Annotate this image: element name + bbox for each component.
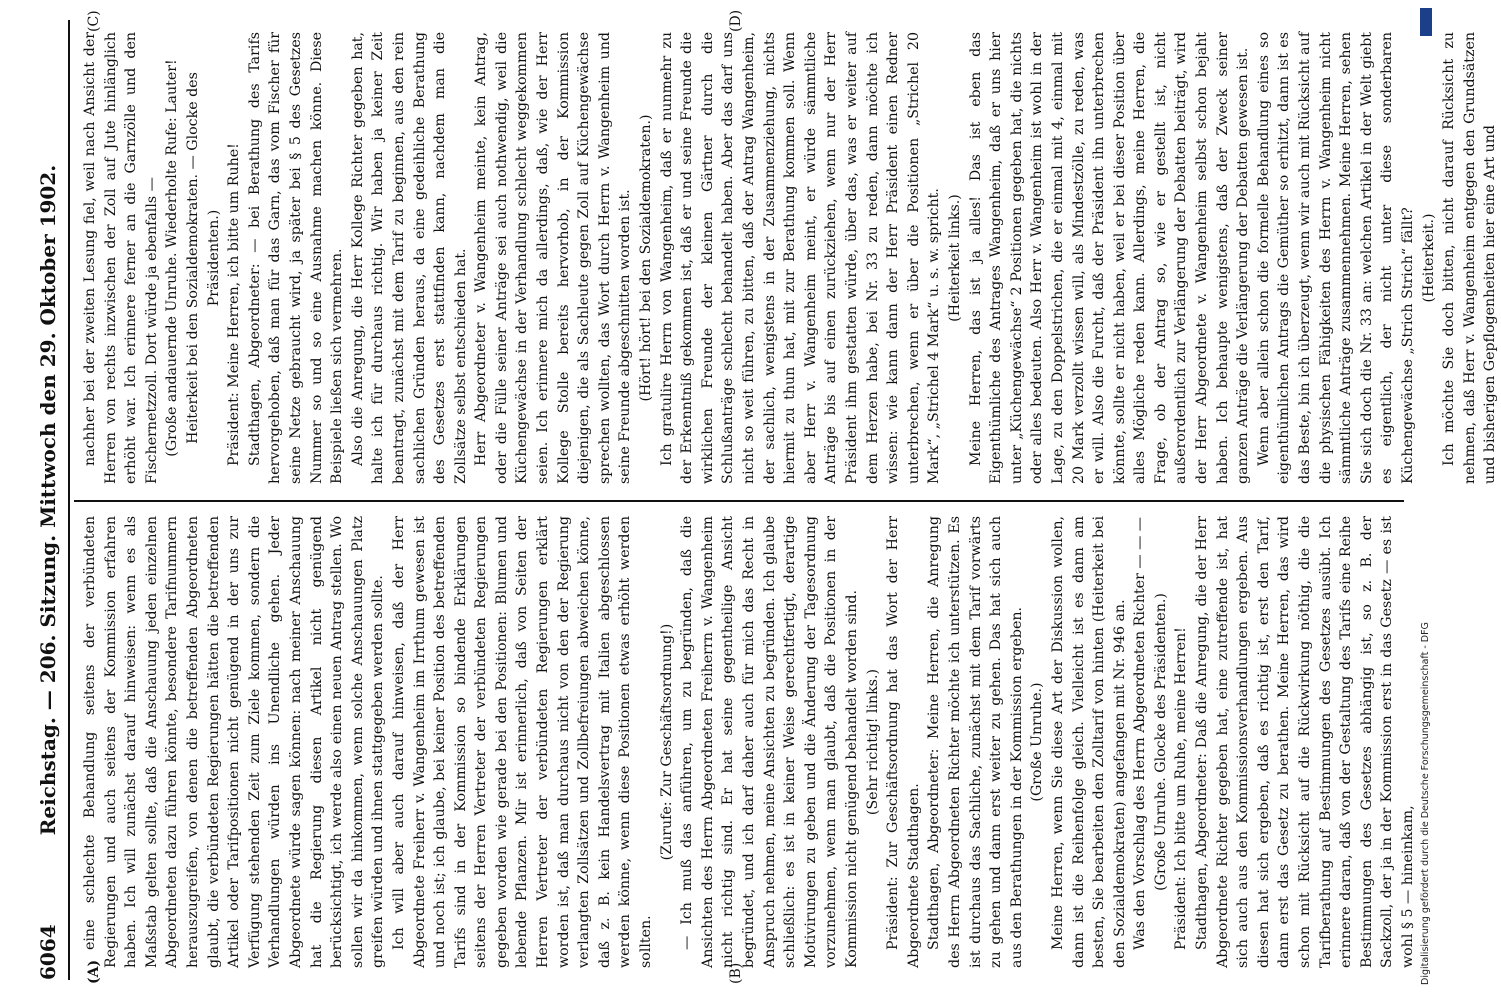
left-column xyxy=(80,516,1416,968)
paragraph: Ich möchte Sie doch bitten, nicht darauf Rücksicht zu nehmen, daß Herr v. Wangenheim entgegen den Grundsätzen und bisherigen Gepflogenheiten hier eine Art und xyxy=(1441,32,1499,484)
paragraph: Präsident: Meine Herren, ich bitte um Ruhe! xyxy=(226,143,243,466)
header-rule xyxy=(68,20,70,980)
page-header xyxy=(28,20,68,980)
paragraph: Meine Herren, das ist ja alles! Das ist eben das Eigenthümliche des Antrages Wangenheim, daß er uns hier unter „Küchengewächse“ 2 Positionen gegeben hat, die nichts oder alles bedeuten. Also Herr v. Wangenheim ist wohl in der Lage, zu den Doppelstrichen, die er einmal mit 4, einmal mit 20 Mark verzollt wissen will, als Mindestzölle, zu reden, was er will. Also die Furcht, daß der Präsident ihn unterbrechen könnte, sollte er nicht haben, weil er bei dieser Position über alles Mögliche reden kann. Allerdings, meine Herren, die Frage, ob der Antrag so, wie er gestellt ist, nicht außerordentlich zur Verlängerung der Debatten beiträgt, wird der Herr Abgeordnete v. Wangenheim selbst schon bejaht haben. Ich behaupte wenigstens, daß der Zweck seiner ganzen Anträge die Verlängerung der Debatten gewesen ist. xyxy=(967,32,1252,484)
paragraph: eine schlechte Behandlung seitens der verbündeten Regierungen und auch seitens der Kommission erfahren haben. Ich will zunächst darauf hinweisen: wenn es als Maßstab gelten sollte, daß die Anschauung jeden einzelnen Abgeordneten dazu führen könnte, besondere Tarifnummern herauszugreifen, von denen die betreffenden Abgeordneten glaubt, die verbündeten Regierungen hätten die betreffenden Artikel oder Tarifpositionen nicht genügend in der uns zur Verfügung stehenden Zeit zum Ziele kommen, sondern die Verhandlungen würden ins Unendliche gehen. Jeder Abgeordnete würde sagen können: nach meiner Anschauung hat die Regierung diesen Artikel nicht genügend berücksichtigt, ich werde also einen neuen Antrag stellen. Wo sollen wir da hinkommen, wenn solche Anschauungen Platz greifen würden und ihnen stattgegeben werden sollte. xyxy=(82,516,387,968)
paragraph: Ich gratulire Herrn von Wangenheim, daß er nunmehr zu der Erkenntniß gekommen ist, daß er und seine Freunde die wirklichen Freunde der kleinen Gärtner durch die Schlußanträge schlecht behandelt haben. Aber das darf uns nicht so weit führen, zu bitten, daß der Antrag Wangenheim, der sachlich, wenigstens in der Zusammenziehung, nichts hiermit zu thun hat, mit zur Berathung kommen soll. Wenn aber Herr v. Wangenheim meint, er würde sämmtliche Anträge bis auf einen zurückziehen, wenn nur der Herr Präsident ihm gestatten würde, über das, was er weiter auf dem Herzen habe, bei Nr. 33 zu reden, dann möchte ich wissen: wie kann dann der Herr Präsident einen Redner unterbrechen, wenn er über die Positionen „Strichel 20 Mark“, „Strichel 4 Mark“ u. s. w. spricht. xyxy=(658,32,943,484)
paragraph: Präsident: Zur Geschäftsordnung hat das Wort der Herr Abgeordnete Stadthagen. xyxy=(885,516,922,968)
paragraph: Ich will aber auch darauf hinweisen, daß der Herr Abgeordnete Freiherr v. Wangenheim im Irrthum gewesen ist und noch ist; ich glaube, bei keiner Position des betreffenden Tarifs sind in der Kommission so bindende Erklärungen seitens der Herren Vertreter der verbündeten Regierungen gegeben worden wie gerade bei den Positionen: Blumen und lebende Pflanzen. Mir ist erinnerlich, daß von Seiten der Herren Vertreter der verbündeten Regierungen erklärt worden ist, daß man durchaus nicht von den der Regierung verlangten Zollsätzen und Zollbefreiungen abweichen könne, daß z. B. kein Handelsvertrag mit Italien abgeschlossen werden könne, wenn diese Positionen etwas erhöht werden sollten. xyxy=(390,516,655,968)
paragraph: Meine Herren, wenn Sie diese Art der Diskussion wollen, dann ist die Reihenfolge gleich. Vielleicht ist es dann am besten, Sie bearbeiten den Zolltarif von hinten (Heiterkeit bei den Sozialdemokraten) angefangen mit Nr. 946 an. xyxy=(1049,516,1128,968)
paragraph: Präsident: Ich bitte um Ruhe, meine Herren! xyxy=(1173,627,1190,950)
right-column xyxy=(80,32,1499,484)
paragraph: Stadthagen, Abgeordneter: Daß die Anregung, die der Herr Abgeordnete Richter gegeben hat, eine zutreffende ist, hat sich auch aus den Kommissionsverhandlungen ergeben. Aus diesen hat sich ergeben, daß es richtig ist, erst den Tarif, dann erst das Gesetz zu berathen. Meine Herren, das wird schon mit Rücksicht auf die Rückwirkung nöthig, die die Tarifberathung auf Bestimmungen des Gesetzes ausübt. Ich erinnere daran, daß von der Gestaltung des Tarifs eine Reihe Bestimmungen des Gesetzes abhängig ist, so z. B. der Sackzoll, der ja in der Kommission erst in das Gesetz — es ist wohl § 5 — hineinkam, xyxy=(1194,516,1416,968)
digitization-credit: Digitalisierung gefördert durch die Deutsche Forschungsgemeinschaft - DFG xyxy=(1420,622,1431,985)
page-title: Reichstag. — 206. Sitzung. Mittwoch den 29. Oktober 1902. xyxy=(36,164,60,836)
paragraph: Herr Abgeordneter v. Wangenheim meinte, kein Antrag, oder die Fülle seiner Anträge sei auch nothwendig, weil die Küchengewächse in der Verhandlung schlecht weggekommen seien. Ich erinnere mich da allerdings, daß, wie der Herr Kollege Stolle bereits hervorhob, in der Kommission diejenigen, die als Sachleute gegen Zoll auf Küchengewächse sprechen wollten, das Wort durch Herrn v. Wangenheim und seine Freunde abgeschnitten worden ist. xyxy=(473,32,634,484)
column-divider xyxy=(74,500,1404,502)
dfg-logo xyxy=(1420,8,1432,36)
margin-mark-c: (C) xyxy=(86,10,102,32)
paragraph: (Hört! hört! bei den Sozialdemokraten.) xyxy=(638,114,655,402)
paragraph: (Sehr richtig! links.) xyxy=(864,668,881,816)
paragraph: Was den Vorschlag des Herrn Abgeordneten Richter — — — xyxy=(1132,517,1149,950)
paragraph: Wenn aber allein schon die formelle Behandlung eines so eigenthümlichen Antrags die Gemüther so erhitzt, dann ist es das Beste, bin ich überzeugt, wenn wir auch mit Rücksicht auf die physischen Fähigkeiten des Herrn v. Wangenheim nicht sämmtliche Anträge zusammennehmen. Meine Herren, sehen Sie sich doch die Nr. 33 an: welchen Artikel in der Welt giebt es eigentlich, der nicht unter diese sonderbaren Küchengewächse „Strich Strich“ fällt? xyxy=(1255,32,1416,484)
paragraph: nachher bei der zweiten Lesung fiel, weil nach Ansicht der Herren von rechts inzwischen der Zoll auf Jute hinlänglich erhöht war. Ich erinnere ferner an die Garnzölle und den Fischernetzzoll. Dort würde ja ebenfalls — xyxy=(82,32,160,484)
paragraph: Stadthagen, Abgeordneter: — bei Berathung des Tarifs hervorgehoben, daß man für das Garn, das vom Fischer für seine Netze gebraucht wird, ja später bei § 5 des Gesetzes Nummer so und so eine Ausnahme machen könne. Diese Beispiele ließen sich vermehren. xyxy=(246,32,346,484)
margin-mark-b: (B) xyxy=(728,962,744,984)
paragraph: (Heiterkeit.) xyxy=(1420,213,1437,303)
paragraph: — Ich muß das anführen, um zu begründen, daß die Ansichten des Herrn Abgeordneten Freiherrn v. Wangenheim nicht richtig sind. Er hat seine gegentheilige Ansicht begründet, und ich darf daher auch für mich das Recht in Anspruch nehmen, meine Ansichten zu begründen. Ich glaube schließlich: es ist in keiner Weise gerechtfertigt, derartige Motivirungen zu geben und die Änderung der Tagesordnung vorzunehmen, wenn man glaubt, daß die Positionen in der Kommission nicht genügend behandelt worden sind. xyxy=(679,516,860,968)
paragraph: (Große Unruhe.) xyxy=(1029,682,1046,802)
margin-mark-a: (A) xyxy=(86,959,102,984)
paragraph: (Große Unruhe. Glocke des Präsidenten.) xyxy=(1152,593,1169,891)
margin-mark-d: (D) xyxy=(728,9,744,32)
paragraph: (Zurufe: Zur Geschäftsordnung!) xyxy=(658,623,675,861)
paragraph: Also die Anregung, die Herr Kollege Richter gegeben hat, halte ich für durchaus richtig. Wir haben ja keiner Zeit beantragt, zunächst mit dem Tarif zu beginnen, aus den rein sachlichen Gründen heraus, da eine gedeihliche Berathung des Gesetzes erst stattfinden kann, nachdem man die Zollsätze selbst entschieden hat. xyxy=(349,32,469,484)
paragraph: (Heiterkeit links.) xyxy=(946,194,963,322)
paragraph: Stadthagen, Abgeordneter: Meine Herren, die Anregung des Herrn Abgeordneten Richter möchte ich unterstützen. Es ist durchaus das Sachliche, zunächst mit dem Tarif vorwärts zu gehen und dann erst weiter zu gehen. Das hat sich auch aus den Berathungen in der Kommission ergeben. xyxy=(926,516,1025,968)
page-number: 6064 xyxy=(36,924,60,980)
paragraph: (Große andauernde Unruhe. Wiederholte Rufe: Lauter! Heiterkeit bei den Sozialdemokraten. — Glocke des Präsidenten.) xyxy=(164,59,222,457)
